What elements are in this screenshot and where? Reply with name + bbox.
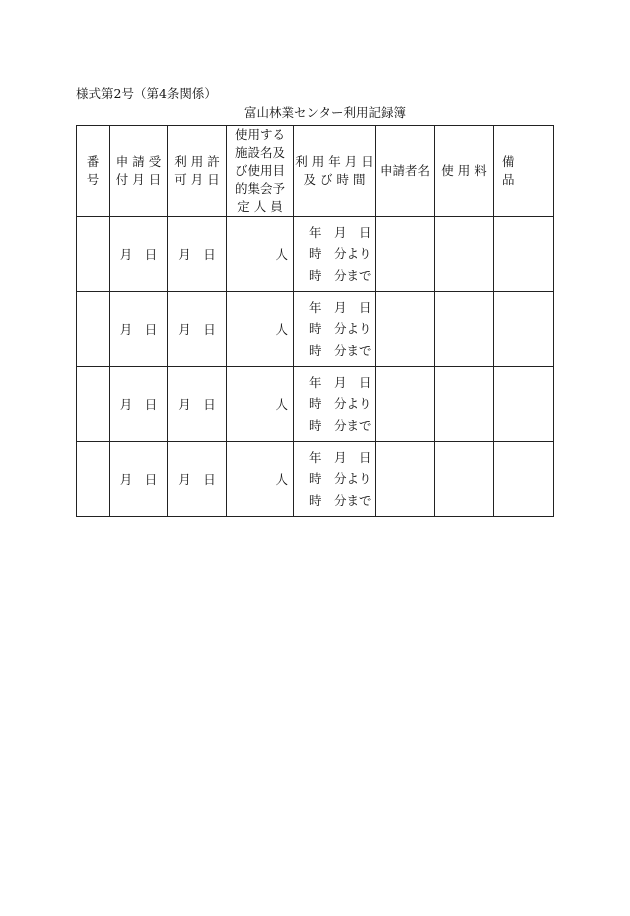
cell-remarks <box>494 367 554 442</box>
cell-fee <box>435 217 494 292</box>
cell-received-date: 月 日 <box>110 292 168 367</box>
cell-attendance: 人 <box>227 292 294 367</box>
cell-permit-date: 月 日 <box>168 292 227 367</box>
cell-attendance: 人 <box>227 442 294 517</box>
document-title: 富山林業センター利用記録簿 <box>243 105 406 120</box>
table-header-row <box>77 126 554 217</box>
cell-usage-period: 年 月 日 時 分より 時 分まで <box>294 292 376 367</box>
cell-permit-date: 月 日 <box>168 442 227 517</box>
table-row <box>77 367 554 442</box>
cell-remarks <box>494 292 554 367</box>
cell-usage-period: 年 月 日 時 分より 時 分まで <box>294 442 376 517</box>
cell-applicant <box>376 217 435 292</box>
cell-remarks <box>494 217 554 292</box>
cell-usage-period: 年 月 日 時 分より 時 分まで <box>294 367 376 442</box>
cell-number <box>77 217 110 292</box>
header-permit-date: 利 用 許 可 月 日 <box>168 126 227 217</box>
cell-applicant <box>376 367 435 442</box>
header-usage-date-time: 利 用 年 月 日 及 び 時 間 <box>294 126 376 217</box>
header-facility-purpose-attendance: 使用する 施設名及 び使用目 的集会予 定 人 員 <box>227 126 294 217</box>
table-row <box>77 217 554 292</box>
cell-received-date: 月 日 <box>110 442 168 517</box>
cell-attendance: 人 <box>227 367 294 442</box>
cell-received-date: 月 日 <box>110 367 168 442</box>
cell-fee <box>435 367 494 442</box>
cell-number <box>77 367 110 442</box>
cell-permit-date: 月 日 <box>168 217 227 292</box>
usage-record-table <box>76 125 554 517</box>
cell-usage-period: 年 月 日 時 分より 時 分まで <box>294 217 376 292</box>
header-remarks: 備 品 <box>494 126 554 217</box>
cell-applicant <box>376 292 435 367</box>
cell-fee <box>435 292 494 367</box>
cell-attendance: 人 <box>227 217 294 292</box>
table-row <box>77 442 554 517</box>
cell-received-date: 月 日 <box>110 217 168 292</box>
header-applicant-name: 申請者名 <box>376 126 435 217</box>
header-number: 番 号 <box>77 126 110 217</box>
header-application-received-date: 申 請 受 付 月 日 <box>110 126 168 217</box>
header-usage-fee: 使 用 料 <box>435 126 494 217</box>
form-number-label: 様式第2号（第4条関係） <box>76 86 217 101</box>
table-row <box>77 292 554 367</box>
cell-permit-date: 月 日 <box>168 367 227 442</box>
cell-number <box>77 292 110 367</box>
cell-remarks <box>494 442 554 517</box>
cell-applicant <box>376 442 435 517</box>
cell-number <box>77 442 110 517</box>
cell-fee <box>435 442 494 517</box>
